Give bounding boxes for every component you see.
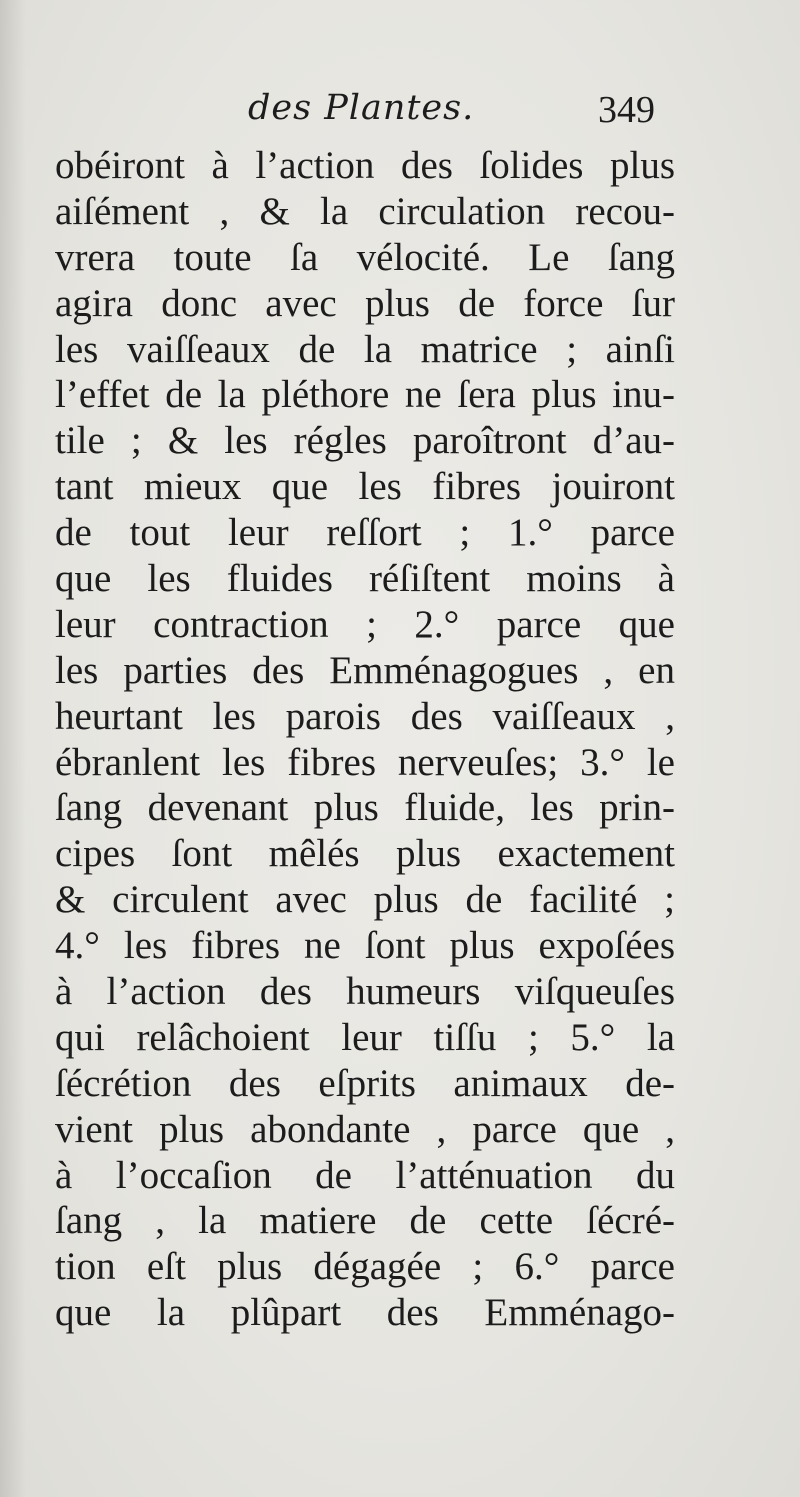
text-line: 4.° les fibres ne ſont plus expoſées bbox=[55, 924, 675, 968]
text-line: ſang devenant plus fluide, les prin- bbox=[55, 786, 675, 830]
text-line: obéiront à l’action des ſolides plus bbox=[55, 144, 675, 187]
text-line: les vaiſſeaux de la matrice ; ainſi bbox=[55, 327, 675, 371]
text-line: aiſément , & la circulation recou- bbox=[55, 189, 675, 233]
running-head bbox=[0, 88, 800, 144]
text-line: qui relâchoient leur tiſſu ; 5.° la bbox=[55, 1015, 675, 1059]
text-line: à l’action des humeurs viſqueuſes bbox=[55, 970, 675, 1014]
page-number: 349 bbox=[598, 89, 655, 131]
text-line: que la plûpart des Emménago- bbox=[55, 1291, 675, 1335]
text-line: vrera toute ſa vélocité. Le ſang bbox=[55, 235, 675, 279]
text-line: cipes ſont mêlés plus exactement bbox=[55, 832, 675, 876]
text-line: ſang , la matiere de cette ſécré- bbox=[55, 1199, 675, 1243]
text-line: tion eſt plus dégagée ; 6.° parce bbox=[55, 1245, 675, 1289]
running-head-title: des Plantes. bbox=[248, 88, 475, 128]
text-line: les parties des Emménagogues , en bbox=[55, 648, 675, 692]
text-line: vient plus abondante , parce que , bbox=[55, 1107, 675, 1151]
text-line: ſécrétion des eſprits animaux de- bbox=[55, 1061, 675, 1105]
text-line: de tout leur reſſort ; 1.° parce bbox=[55, 511, 675, 555]
text-line: leur contraction ; 2.° parce que bbox=[55, 602, 675, 646]
spine-shadow bbox=[0, 0, 26, 1497]
text-line: à l’occaſion de l’atténuation du bbox=[55, 1153, 675, 1197]
text-line: l’effet de la pléthore ne ſera plus inu- bbox=[55, 373, 675, 417]
text-line: agira donc avec plus de force ſur bbox=[55, 281, 675, 325]
body-text bbox=[55, 143, 675, 1336]
text-line: heurtant les parois des vaiſſeaux , bbox=[55, 694, 675, 738]
text-line: ébranlent les fibres nerveuſes; 3.° le bbox=[55, 740, 675, 784]
text-line: tant mieux que les fibres jouiront bbox=[55, 465, 675, 509]
text-line: tile ; & les régles paroîtront d’au- bbox=[55, 419, 675, 463]
text-line: que les fluides réſiſtent moins à bbox=[55, 557, 675, 601]
text-line: & circulent avec plus de facilité ; bbox=[55, 878, 675, 922]
